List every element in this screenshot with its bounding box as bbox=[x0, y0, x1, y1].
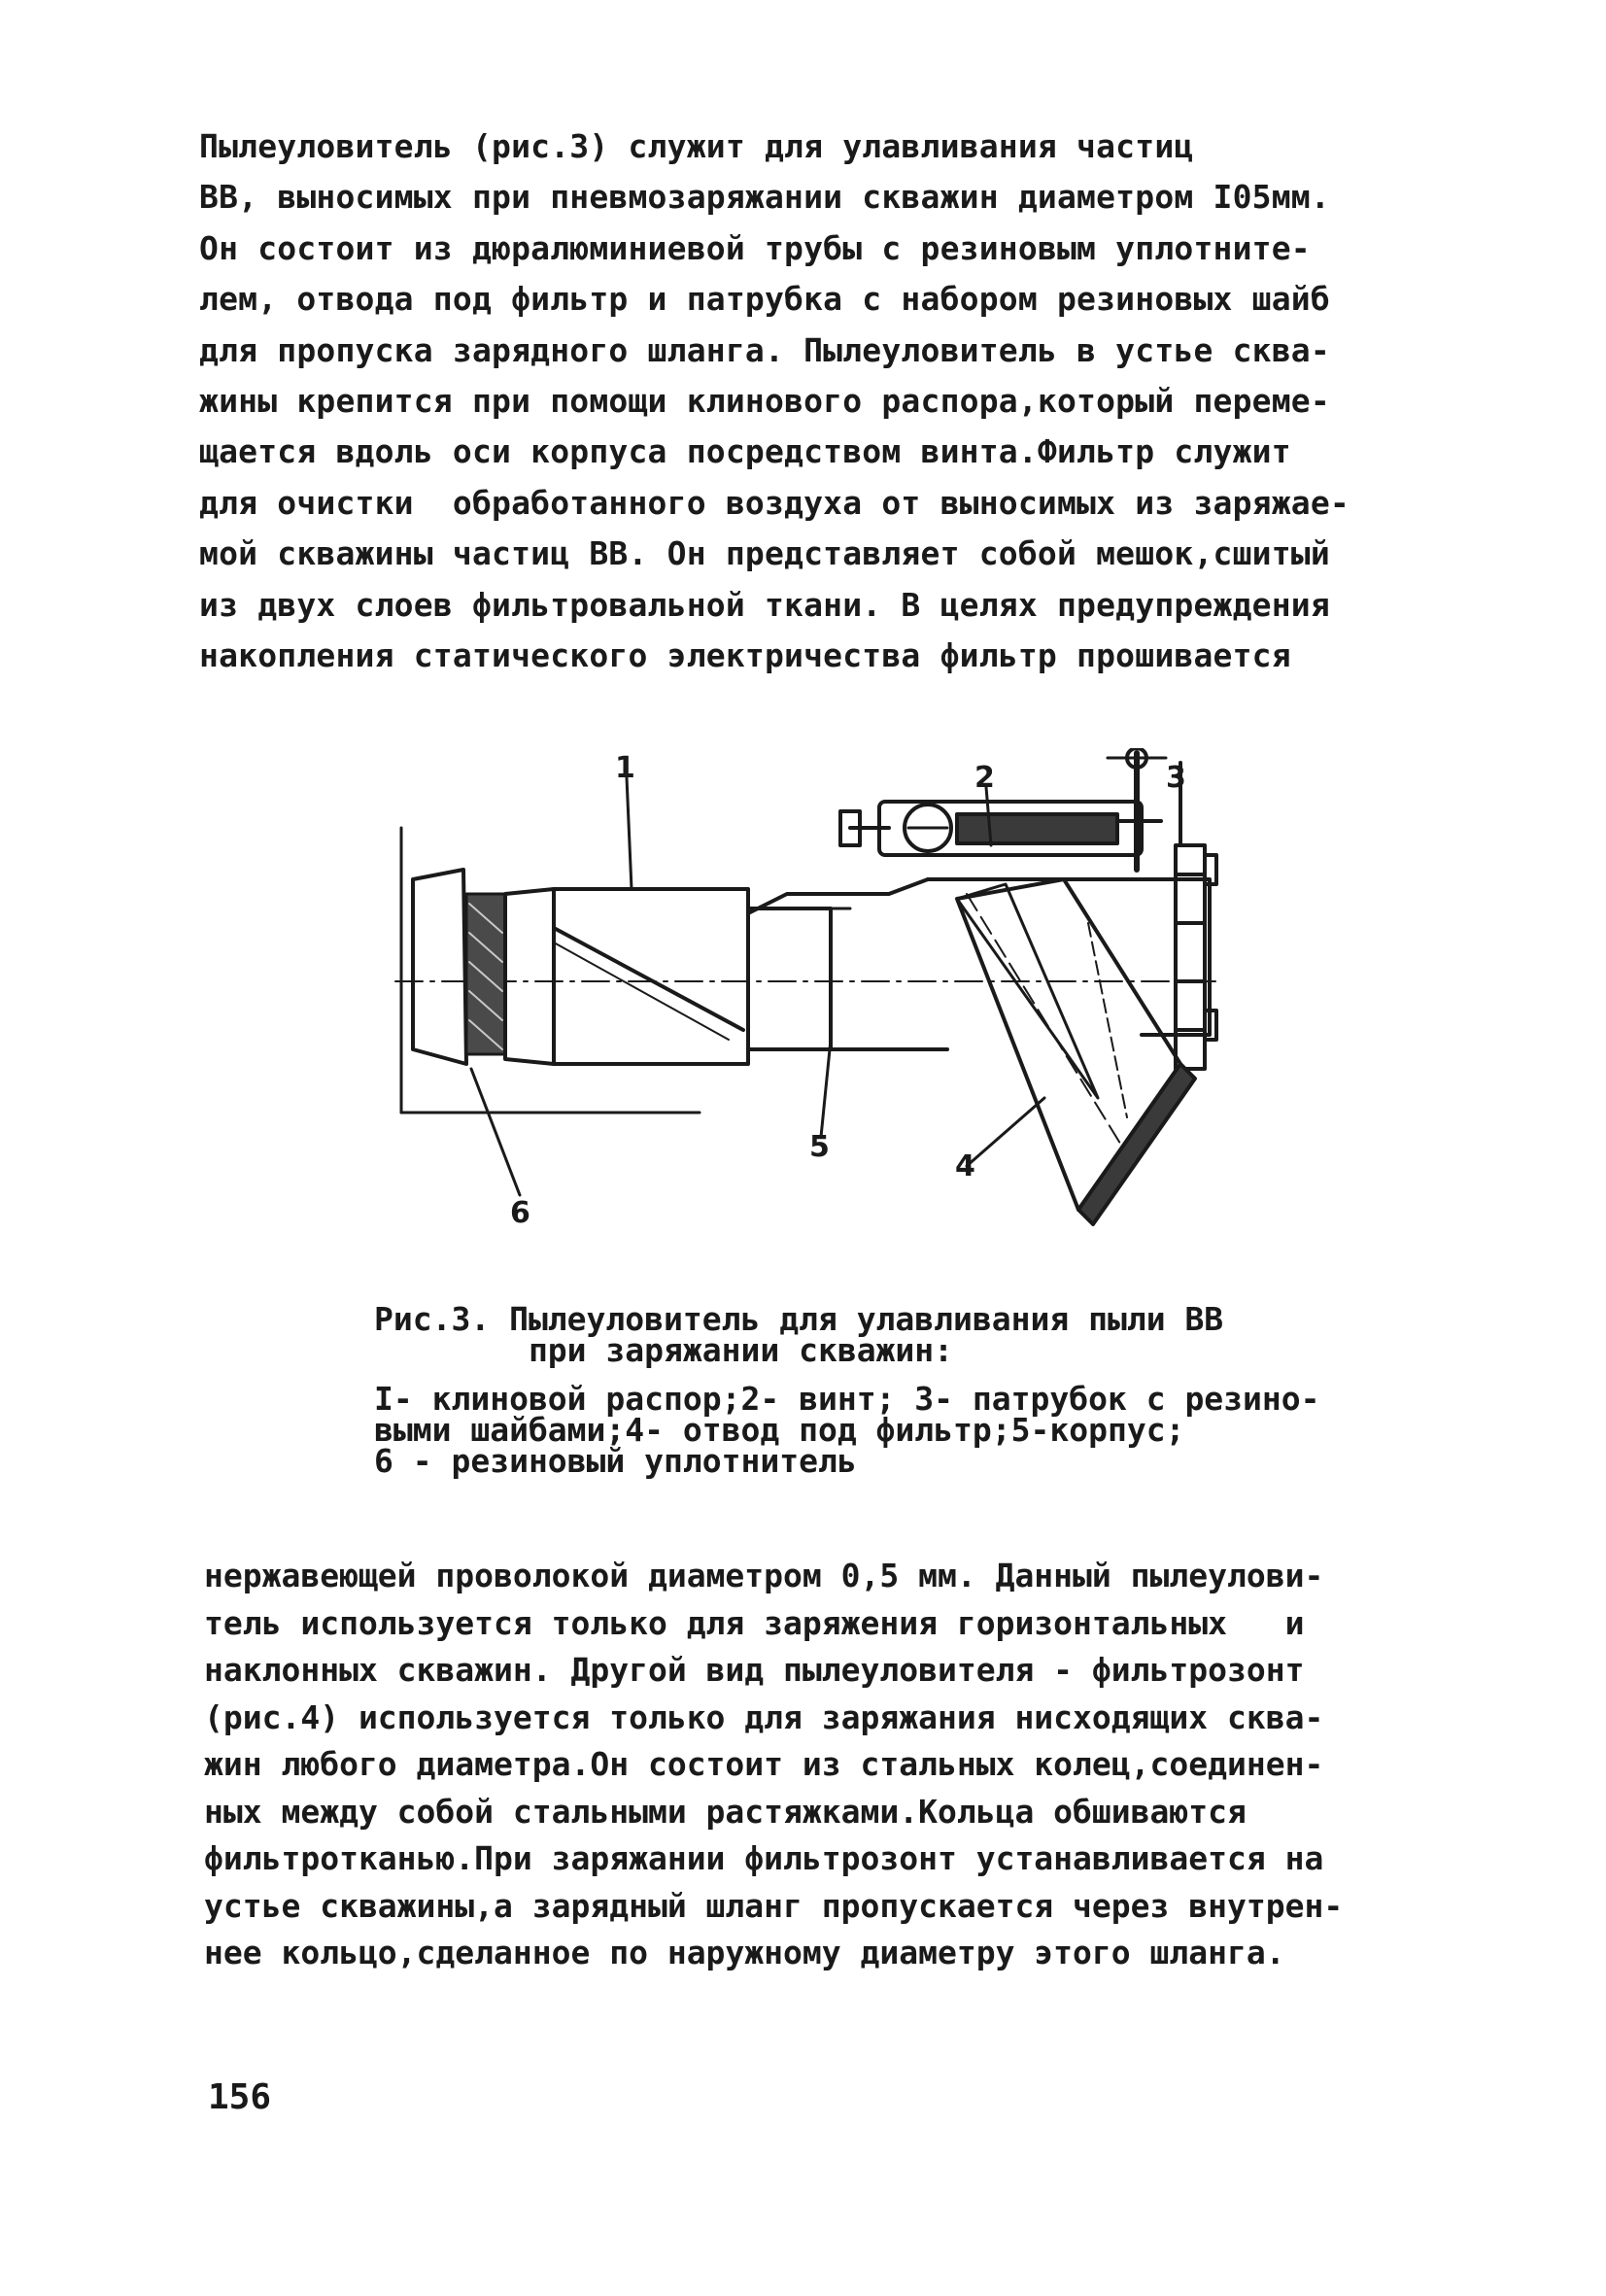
wedge-diagonal-inner bbox=[554, 942, 729, 1040]
body-tube-left bbox=[748, 908, 831, 1049]
dust-collector-drawing bbox=[384, 748, 1258, 1273]
leader-4 bbox=[967, 1098, 1044, 1166]
caption-legend bbox=[374, 1380, 1346, 1480]
screw-thread bbox=[957, 814, 1117, 843]
wedge-spacer bbox=[554, 889, 748, 1064]
caption-title-line: при заряжании скважин: bbox=[374, 1331, 954, 1369]
text-line: фильтротканью.При заряжании фильтрозонт устанавливается на bbox=[204, 1839, 1324, 1877]
caption-legend-line: 6 - резиновый уплотнитель bbox=[374, 1442, 857, 1480]
paragraph-bottom bbox=[204, 1553, 1438, 1977]
caption-legend-line: выми шайбами;4- отвод под фильтр;5-корпус; bbox=[374, 1411, 1185, 1449]
text-line: мой скважины частиц ВВ. Он представляет собой мешок,сшитый bbox=[199, 534, 1330, 573]
figure-caption bbox=[374, 1300, 1346, 1480]
text-line: жин любого диаметра.Он состоит из стальных колец,соединен- bbox=[204, 1745, 1324, 1783]
wedge-diagonal bbox=[554, 928, 743, 1030]
callout-3: 3 bbox=[1166, 761, 1186, 795]
text-line: лем, отвода под фильтр и патрубка с набором резиновых шайб bbox=[199, 280, 1330, 319]
text-line: наклонных скважин. Другой вид пылеуловителя - фильтрозонт bbox=[204, 1651, 1305, 1689]
callout-6: 6 bbox=[510, 1196, 530, 1230]
body-tube-right bbox=[928, 879, 1210, 1035]
callout-4: 4 bbox=[955, 1149, 975, 1183]
leader-6 bbox=[471, 1069, 520, 1195]
caption-title-line: Рис.3. Пылеуловитель для улавливания пыли ВВ bbox=[374, 1300, 1224, 1338]
text-line: Пылеуловитель (рис.3) служит для улавливания частиц bbox=[199, 127, 1194, 165]
text-line: тель используется только для заряжения горизонтальных и bbox=[204, 1603, 1305, 1642]
rubber-seal-cone bbox=[413, 870, 466, 1064]
text-line: из двух слоев фильтровальной ткани. В целях предупреждения bbox=[199, 585, 1330, 624]
wedge-spacer-flange bbox=[505, 889, 554, 1064]
text-line: для пропуска зарядного шланга. Пылеуловитель в устье сква- bbox=[199, 330, 1330, 369]
text-line: жины крепится при помощи клинового распора,который переме- bbox=[199, 382, 1330, 421]
page-number: 156 bbox=[208, 2077, 272, 2117]
filter-outlet bbox=[957, 879, 1180, 1210]
filter-outlet-rim bbox=[1078, 1064, 1195, 1224]
callout-1: 1 bbox=[615, 751, 635, 785]
leader-1 bbox=[627, 777, 632, 889]
text-line: устье скважины,а зарядный шланг пропускается через внутрен- bbox=[204, 1886, 1344, 1925]
text-line: нержавеющей проволокой диаметром 0,5 мм. Данный пылеулови- bbox=[204, 1557, 1324, 1594]
callout-5: 5 bbox=[809, 1130, 830, 1164]
text-line: (рис.4) используется только для заряжания нисходящих сква- bbox=[204, 1697, 1324, 1736]
text-line: для очистки обработанного воздуха от выносимых из заряжае- bbox=[199, 483, 1350, 522]
leader-5 bbox=[821, 1040, 831, 1137]
callout-2: 2 bbox=[974, 761, 995, 795]
caption-title bbox=[374, 1300, 1346, 1369]
text-line: Он состоит из дюралюминиевой трубы с резиновым уплотните- bbox=[199, 228, 1311, 267]
text-line: щается вдоль оси корпуса посредством винта.Фильтр служит bbox=[199, 432, 1291, 471]
caption-legend-line: I- клиновой распор;2- винт; 3- патрубок с резино- bbox=[374, 1380, 1320, 1418]
text-line: ных между собой стальными растяжками.Кольца обшиваются bbox=[204, 1792, 1247, 1831]
technical-drawing bbox=[384, 748, 1258, 1273]
paragraph-top bbox=[199, 121, 1433, 681]
text-line: нее кольцо,сделанное по наружному диаметру этого шланга. bbox=[204, 1934, 1285, 1971]
text-line: ВВ, выносимых при пневмозаряжании скважин диаметром I05мм. bbox=[199, 178, 1330, 217]
text-line: накопления статического электричества фильтр прошивается bbox=[199, 636, 1291, 675]
